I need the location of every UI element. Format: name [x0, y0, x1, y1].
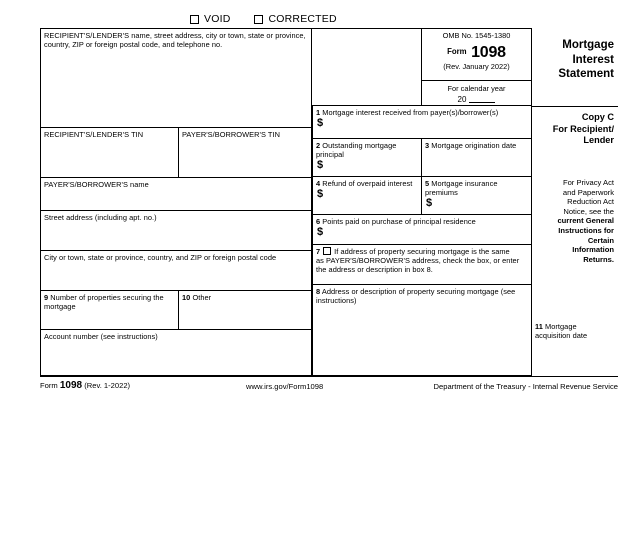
- blank-spacer-cell: [312, 28, 422, 106]
- box-10-other[interactable]: [179, 291, 312, 330]
- box-5-value[interactable]: $: [426, 197, 433, 210]
- title-line-3: Statement: [558, 68, 614, 80]
- title-line-1: Mortgage: [562, 39, 614, 51]
- footer-form-word: Form: [40, 381, 58, 390]
- box-1-number: 1: [316, 108, 321, 117]
- box-1-label: Mortgage interest received from payer(s)/borrower(s): [322, 108, 499, 117]
- box-9-number-of-properties[interactable]: [40, 291, 179, 330]
- void-checkbox[interactable]: [190, 15, 199, 24]
- calendar-year-label: For calendar year: [447, 84, 506, 93]
- box-7-number: 7: [316, 247, 321, 256]
- box-7-address-same-checkbox[interactable]: [312, 245, 532, 285]
- box-9-label: Number of properties securing the mortgage: [44, 293, 164, 312]
- box-7-label-line1: If address of property securing mortgage is the same: [334, 247, 510, 256]
- calendar-year-blank[interactable]: [469, 94, 495, 103]
- box-8-property-address[interactable]: [312, 285, 532, 376]
- box-10-label: Other: [192, 293, 212, 302]
- omb-form-number-box: [422, 28, 532, 81]
- privacy-line-4: Notice, see the: [563, 206, 614, 216]
- privacy-bold-1: current General: [557, 216, 614, 226]
- street-address-label: Street address (including apt. no.): [44, 213, 157, 222]
- box-4-refund-overpaid-interest[interactable]: [312, 177, 422, 215]
- calendar-year-prefix: 20: [457, 95, 467, 104]
- footer-form-identifier: [40, 380, 130, 392]
- form-word: Form: [447, 47, 467, 56]
- box-5-label: Mortgage insurance premiums: [425, 179, 498, 198]
- payer-name-box[interactable]: [40, 178, 312, 211]
- box-4-label: Refund of overpaid interest: [322, 179, 413, 188]
- recipient-name-address-label: RECIPIENT'S/LENDER'S name, street address, city or town, state or province, country, ZIP or foreign postal code, and telephone no.: [44, 31, 306, 50]
- void-corrected-row: [190, 13, 337, 25]
- payer-tin-label: PAYER'S/BORROWER'S TIN: [182, 130, 280, 139]
- privacy-bold-3: Certain: [587, 235, 614, 245]
- calendar-year-box[interactable]: [422, 81, 532, 106]
- title-line-2: Interest: [572, 53, 614, 66]
- omb-number: OMB No. 1545-1380: [442, 31, 511, 40]
- box-2-number: 2: [316, 141, 321, 150]
- account-number-label: Account number (see instructions): [44, 332, 158, 341]
- box-6-value[interactable]: $: [317, 226, 324, 239]
- form-number: 1098: [471, 44, 506, 61]
- recipient-name-address-box[interactable]: [40, 28, 312, 128]
- account-number-box[interactable]: [40, 330, 312, 376]
- right-panel-divider-top: [532, 106, 618, 107]
- copy-line-1: Copy C: [581, 112, 614, 122]
- form-title-block: [528, 38, 618, 82]
- privacy-act-notice-block: [528, 178, 618, 264]
- box-10-number: 10: [182, 293, 191, 302]
- corrected-checkbox[interactable]: [254, 15, 263, 24]
- box-7-checkbox[interactable]: [323, 247, 331, 255]
- box-2-label: Outstanding mortgage principal: [316, 141, 397, 160]
- box-8-number: 8: [316, 287, 321, 296]
- payer-name-label: PAYER'S/BORROWER'S name: [44, 180, 149, 189]
- form-grid: [40, 28, 618, 376]
- form-number-block: [422, 41, 531, 62]
- box-11-number: 11: [535, 322, 543, 331]
- copy-line-2: For Recipient/: [552, 123, 614, 134]
- corrected-checkbox-group[interactable]: [254, 13, 336, 25]
- corrected-label: CORRECTED: [268, 13, 337, 25]
- form-footer: [40, 380, 618, 394]
- box-1-value[interactable]: $: [317, 117, 324, 130]
- box-5-mortgage-insurance-premiums[interactable]: [422, 177, 532, 215]
- box-11-label-line1: Mortgage: [545, 322, 577, 331]
- payer-tin-box[interactable]: [179, 128, 312, 178]
- privacy-line-3: Reduction Act: [567, 197, 614, 207]
- box-7-label-line3: the address or description in box 8.: [316, 265, 433, 275]
- calendar-year-entry[interactable]: [422, 94, 531, 105]
- box-4-value[interactable]: $: [317, 188, 324, 201]
- void-label: VOID: [204, 13, 231, 25]
- copy-designation-block: [528, 112, 618, 147]
- box-9-number: 9: [44, 293, 49, 302]
- recipient-tin-box[interactable]: [40, 128, 179, 178]
- recipient-tin-label: RECIPIENT'S/LENDER'S TIN: [44, 130, 144, 139]
- box-1-mortgage-interest[interactable]: [312, 106, 532, 139]
- form-bottom-rule: [40, 376, 618, 377]
- box-3-label: Mortgage origination date: [431, 141, 517, 150]
- privacy-bold-4: Information: [572, 245, 614, 255]
- box-7-label-line2: as PAYER'S/BORROWER'S address, check the box, or enter: [316, 256, 520, 266]
- box-3-origination-date[interactable]: [422, 139, 532, 177]
- box-6-number: 6: [316, 217, 321, 226]
- footer-form-number: 1098: [59, 380, 83, 391]
- void-checkbox-group[interactable]: [190, 13, 230, 25]
- box-11-label-line2: acquisition date: [535, 331, 588, 341]
- box-6-points-paid[interactable]: [312, 215, 532, 245]
- box-6-label: Points paid on purchase of principal residence: [322, 217, 476, 226]
- box-2-value[interactable]: $: [317, 159, 324, 172]
- privacy-line-1: For Privacy Act: [562, 178, 614, 187]
- copy-line-3: Lender: [583, 135, 614, 145]
- box-2-outstanding-principal[interactable]: [312, 139, 422, 177]
- box-3-number: 3: [425, 141, 430, 150]
- privacy-bold-2: Instructions for: [558, 225, 614, 235]
- city-state-zip-label: City or town, state or province, country, and ZIP or foreign postal code: [44, 253, 277, 262]
- box-5-number: 5: [425, 179, 430, 188]
- privacy-bold-5: Returns.: [583, 254, 614, 264]
- street-address-box[interactable]: [40, 211, 312, 251]
- box-8-label: Address or description of property securing mortgage (see instructions): [316, 287, 516, 306]
- footer-form-revision: (Rev. 1-2022): [84, 381, 131, 390]
- form-revision: (Rev. January 2022): [443, 62, 510, 71]
- footer-website-link[interactable]: www.irs.gov/Form1098: [246, 382, 324, 391]
- privacy-line-2: and Paperwork: [562, 187, 614, 197]
- box-4-number: 4: [316, 179, 321, 188]
- city-state-zip-box[interactable]: [40, 251, 312, 291]
- box-11-acquisition-date[interactable]: [532, 320, 618, 376]
- footer-agency-text: Department of the Treasury - Internal Revenue Service: [433, 382, 618, 391]
